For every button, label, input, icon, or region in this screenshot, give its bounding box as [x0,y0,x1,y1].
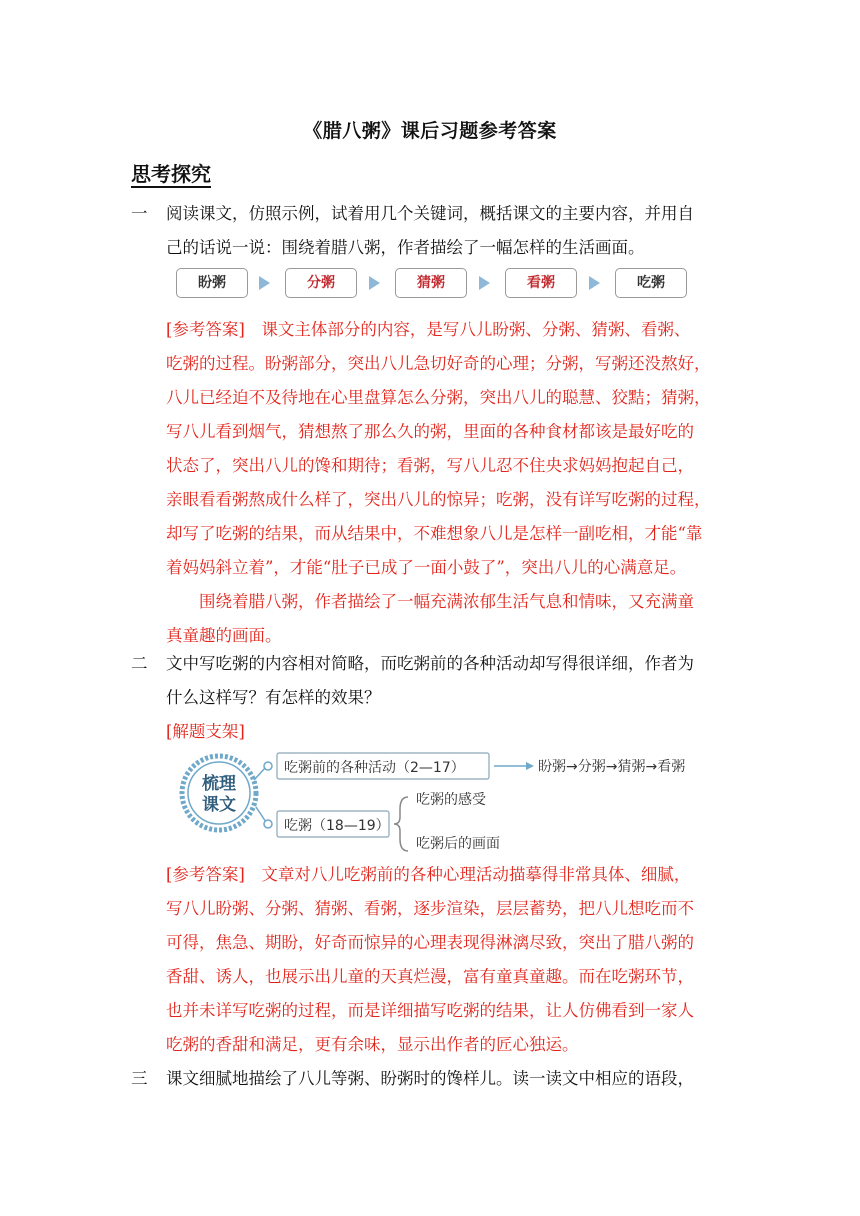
flow-box: 分粥 [285,268,357,298]
mind-map-branch-label: 吃粥前的各种活动（2—17） [284,760,465,776]
flow-box: 猜粥 [395,268,467,298]
mind-map-sub-label: 吃粥后的画面 [416,836,500,852]
answer-line: [参考答案] 课文主体部分的内容，是写八儿盼粥、分粥、猜粥、看粥、 [166,320,691,339]
answer-line: 亲眼看看粥熬成什么样了，突出八儿的惊异；吃粥，没有详写吃粥的过程， [166,490,711,509]
answer-line: 围绕着腊八粥，作者描绘了一幅充满浓郁生活气息和情味，又充满童 [166,592,694,611]
question-number: 二 [131,654,148,673]
question-text [166,197,694,265]
answer-line: 吃粥的过程。盼粥部分，突出八儿急切好奇的心理；分粥，写粥还没熬好， [166,354,711,373]
text-line: 文中写吃粥的内容相对简略，而吃粥前的各种活动却写得很详细，作者为 [166,654,694,673]
flow-arrow-icon [479,276,490,290]
mind-map [176,745,736,860]
flow-box: 盼粥 [176,268,248,298]
answer-line: 也并未详写吃粥的过程，而是详细描写吃粥的结果，让人仿佛看到一家人 [166,1001,694,1020]
mind-map-sub-label: 吃粥的感受 [416,792,486,808]
text-line: 课文细腻地描绘了八儿等粥、盼粥时的馋样儿。读一读文中相应的语段， [166,1069,694,1088]
flow-box: 看粥 [505,268,577,298]
answer-line: 香甜、诱人，也展示出儿童的天真烂漫，富有童真童趣。而在吃粥环节， [166,967,694,986]
question-number: 三 [131,1069,148,1088]
mind-map-branch-label: 吃粥（18—19） [284,818,390,834]
mind-map-brace [394,797,408,851]
flow-arrow-icon [369,276,380,290]
answer-line: [参考答案] 文章对八儿吃粥前的各种心理活动描摹得非常具体、细腻， [166,865,691,884]
question-number: 一 [131,204,148,223]
answer-line: 八儿已经迫不及待地在心里盘算怎么分粥，突出八儿的聪慧、狡黠；猜粥， [166,388,711,407]
support-label: [解题支架] [166,722,245,741]
answer-line: 着妈妈斜立着”，才能“肚子已成了一面小鼓了”，突出八儿的心满意足。 [166,558,687,577]
answer-line: 真童趣的画面。 [166,626,282,645]
flow-arrow-icon [589,276,600,290]
answer-block [166,858,694,1062]
flow-box: 吃粥 [615,268,687,298]
text-line: 阅读课文，仿照示例，试着用几个关键词，概括课文的主要内容，并用自 [166,204,694,223]
question-text [166,1062,694,1096]
mind-map-center-label: 梳理 [202,774,236,794]
keyword-flow [176,268,696,300]
answer-line: 状态了，突出八儿的馋和期待；看粥，写八儿忍不住央求妈妈抱起自己， [166,456,694,475]
question-text [166,647,694,749]
section-heading: 思考探究 [131,162,211,186]
document-title: 《腊八粥》课后习题参考答案 [303,120,557,142]
answer-block [166,313,711,653]
answer-line: 写八儿盼粥、分粥、猜粥、看粥，逐步渲染，层层蓄势，把八儿想吃而不 [166,899,694,918]
answer-line: 可得，焦急、期盼，好奇而惊异的心理表现得淋漓尽致，突出了腊八粥的 [166,933,694,952]
answer-line: 却写了吃粥的结果，而从结果中，不难想象八儿是怎样一副吃相，才能“靠 [166,524,703,543]
text-line: 什么这样写？有怎样的效果？ [166,688,381,707]
mind-map-center-label: 课文 [202,795,236,815]
answer-line: 吃粥的香甜和满足，更有余味，显示出作者的匠心独运。 [166,1035,579,1054]
flow-arrow-icon [259,276,270,290]
mind-map-result-label: 盼粥→分粥→猜粥→看粥 [538,759,686,775]
answer-line: 写八儿看到烟气，猜想熬了那么久的粥，里面的各种食材都该是最好吃的 [166,422,694,441]
text-line: 己的话说一说：围绕着腊八粥，作者描绘了一幅怎样的生活画面。 [166,238,645,257]
